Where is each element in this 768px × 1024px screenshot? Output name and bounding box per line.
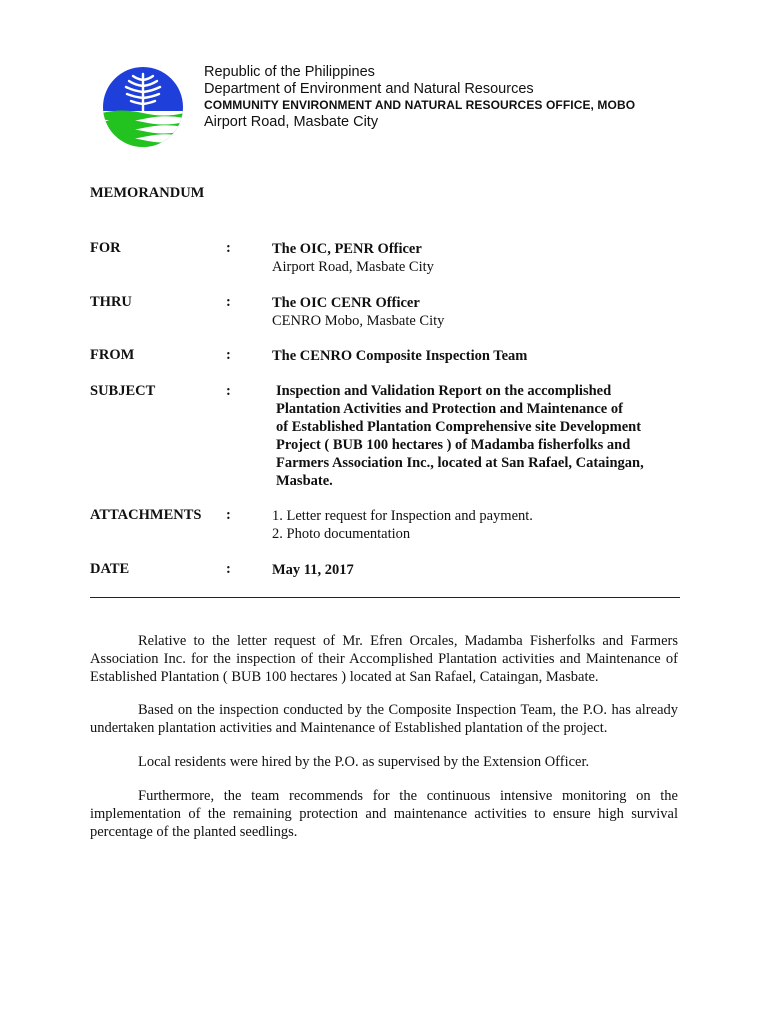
- from-colon: :: [226, 347, 231, 363]
- for-colon: :: [226, 240, 231, 256]
- subject-line: Farmers Association Inc., located at San Rafael, Cataingan,: [276, 455, 644, 471]
- paragraph-text: Relative to the letter request of Mr. Efren Orcales, Madamba Fisherfolks and Farmers Association Inc. for the inspection of their Accomplished Plantation activities and Maintenance of Established Plantation ( BUB 100 hectares ) located at San Rafael, Cataingan, Masbate.: [90, 633, 678, 685]
- denr-seal-icon: [102, 66, 184, 148]
- body-paragraph: [90, 632, 678, 686]
- body-paragraph: [90, 701, 678, 737]
- subject-line: Plantation Activities and Protection and Maintenance of: [276, 401, 623, 417]
- attachments-label: ATTACHMENTS: [90, 507, 202, 523]
- paragraph-text: Local residents were hired by the P.O. as supervised by the Extension Officer.: [138, 754, 590, 770]
- paragraph-text: Based on the inspection conducted by the Composite Inspection Team, the P.O. has already undertaken plantation activities and Maintenance of Established plantation of the project.: [90, 702, 678, 736]
- subject-line: Project ( BUB 100 hectares ) of Madamba fisherfolks and: [276, 437, 631, 453]
- header-office: COMMUNITY ENVIRONMENT AND NATURAL RESOURCES OFFICE, MOBO: [204, 98, 636, 112]
- from-label: FROM: [90, 347, 135, 363]
- memo-title: MEMORANDUM: [90, 185, 205, 201]
- body-paragraph: [90, 787, 678, 841]
- thru-label: THRU: [90, 294, 132, 310]
- attachments-list: [272, 507, 533, 543]
- subject-label: SUBJECT: [90, 383, 156, 399]
- from-name: The CENRO Composite Inspection Team: [272, 348, 528, 364]
- thru-value: [272, 294, 444, 330]
- attachment-item: 2. Photo documentation: [272, 526, 411, 542]
- subject-line: of Established Plantation Comprehensive site Development: [276, 419, 642, 435]
- subject-line: Inspection and Validation Report on the accomplished: [276, 383, 612, 399]
- header-address: Airport Road, Masbate City: [204, 114, 379, 130]
- for-label: FOR: [90, 240, 121, 256]
- attachments-colon: :: [226, 507, 231, 523]
- subject-line: Masbate.: [276, 473, 333, 489]
- date-text: May 11, 2017: [272, 562, 354, 578]
- header-department: Department of Environment and Natural Resources: [204, 81, 534, 97]
- date-colon: :: [226, 561, 231, 577]
- header-republic: Republic of the Philippines: [204, 64, 375, 80]
- subject-colon: :: [226, 383, 231, 399]
- date-value: [272, 561, 354, 579]
- paragraph-text: Furthermore, the team recommends for the continuous intensive monitoring on the implementation of the remaining protection and maintenance activities to ensure high survival percentage of the planted seedlings.: [90, 788, 678, 840]
- thru-name: The OIC CENR Officer: [272, 295, 420, 311]
- for-name: The OIC, PENR Officer: [272, 241, 422, 257]
- attachment-item: 1. Letter request for Inspection and payment.: [272, 508, 533, 524]
- thru-address: CENRO Mobo, Masbate City: [272, 313, 445, 329]
- for-value: [272, 240, 434, 276]
- thru-colon: :: [226, 294, 231, 310]
- body-paragraph: [90, 753, 678, 771]
- from-value: [272, 347, 527, 365]
- date-label: DATE: [90, 561, 130, 577]
- subject-text: [276, 382, 676, 490]
- divider-line: [90, 597, 680, 598]
- for-address: Airport Road, Masbate City: [272, 259, 434, 275]
